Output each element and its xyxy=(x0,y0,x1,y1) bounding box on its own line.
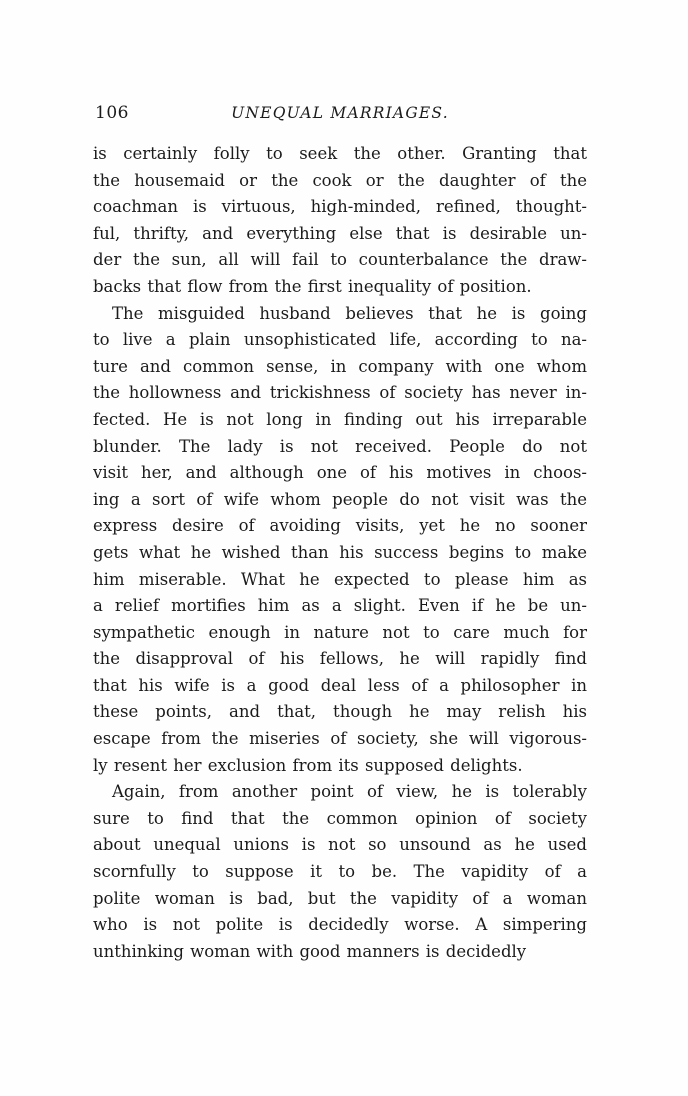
text-line: sure to find that the common opinion of society xyxy=(93,808,587,828)
text-line: the disapproval of his fellows, he will rapidly find xyxy=(93,649,587,669)
text-line: that his wife is a good deal less of a philosopher in xyxy=(93,675,587,695)
text-line: ture and common sense, in company with one whom xyxy=(93,356,587,376)
paragraph xyxy=(93,301,587,780)
text-line: backs that flow from the first inequality of position. xyxy=(93,276,532,296)
text-line: the hollowness and trickishness of society has never in- xyxy=(93,383,587,403)
text-line: blunder. The lady is not received. People do not xyxy=(93,436,587,456)
text-line: visit her, and although one of his motives in choos- xyxy=(93,463,587,483)
text-line: Again, from another point of view, he is tolerably xyxy=(112,782,587,802)
text-line: unthinking woman with good manners is decidedly xyxy=(93,941,527,961)
text-line: a relief mortifies him as a slight. Even if he be un- xyxy=(93,596,587,616)
text-line: who is not polite is decidedly worse. A simpering xyxy=(93,915,587,935)
text-line: the housemaid or the cook or the daughter of the xyxy=(93,170,587,190)
page-number: 106 xyxy=(95,103,129,123)
text-line: these points, and that, though he may relish his xyxy=(93,702,587,722)
text-line: express desire of avoiding visits, yet he no sooner xyxy=(93,516,587,536)
text-line: der the sun, all will fail to counterbalance the draw- xyxy=(93,250,587,270)
text-line: gets what he wished than his success begins to make xyxy=(93,542,587,562)
text-line: sympathetic enough in nature not to care much for xyxy=(93,622,587,642)
text-line: ly resent her exclusion from its supposed delights. xyxy=(93,755,523,775)
text-line: scornfully to suppose it to be. The vapidity of a xyxy=(93,862,587,882)
text-line: ful, thrifty, and everything else that is desirable un- xyxy=(93,223,587,243)
running-title: UNEQUAL MARRIAGES. xyxy=(231,104,449,122)
text-line: coachman is virtuous, high-minded, refined, thought- xyxy=(93,197,587,217)
body-text xyxy=(93,141,587,965)
text-line: about unequal unions is not so unsound as he used xyxy=(93,835,587,855)
text-line: The misguided husband believes that he is going xyxy=(112,303,587,323)
paragraph xyxy=(93,141,587,301)
page-header xyxy=(93,103,587,125)
text-line: is certainly folly to seek the other. Granting that xyxy=(93,144,587,163)
text-line: fected. He is not long in finding out his irreparable xyxy=(93,409,587,429)
text-line: escape from the miseries of society, she will vigorous- xyxy=(93,729,587,749)
text-line: ing a sort of wife whom people do not visit was the xyxy=(93,489,587,509)
text-line: him miserable. What he expected to please him as xyxy=(93,569,587,589)
text-line: polite woman is bad, but the vapidity of a woman xyxy=(93,888,587,908)
paragraph xyxy=(93,779,587,965)
text-line: to live a plain unsophisticated life, according to na- xyxy=(93,330,587,350)
